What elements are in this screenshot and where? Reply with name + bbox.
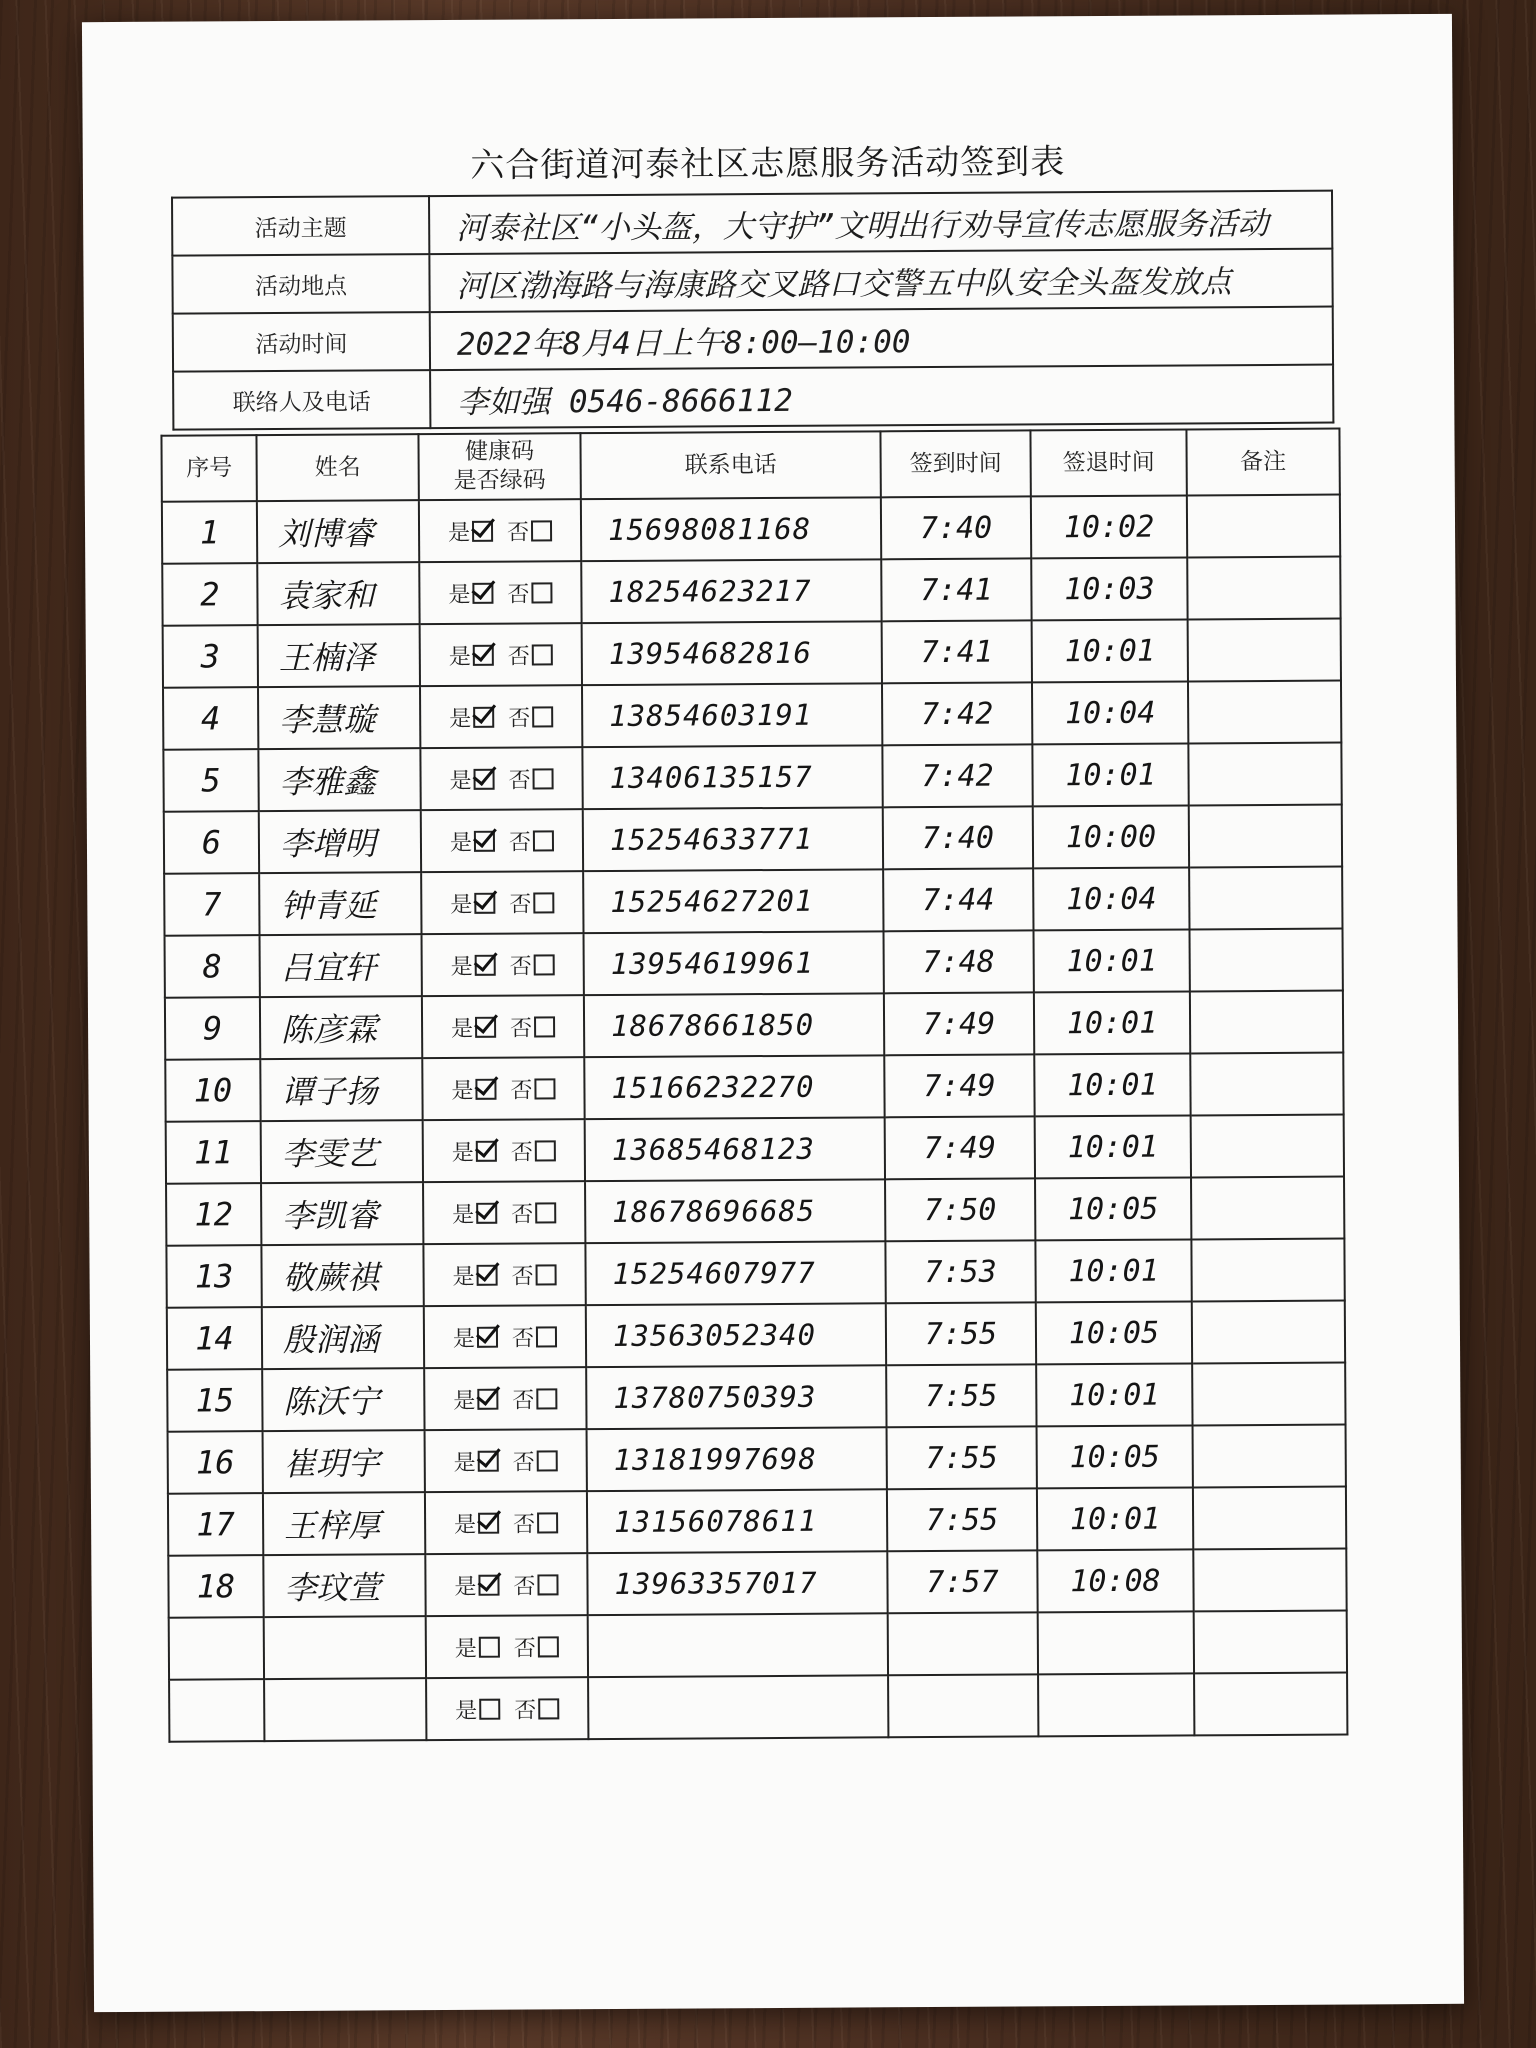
row-notes (1192, 1301, 1345, 1364)
row-phone: 13954619961 (584, 931, 884, 995)
row-index: 7 (164, 873, 259, 936)
row-health-code (425, 1491, 587, 1554)
row-checkout (1038, 1673, 1194, 1736)
no-label: 否 (509, 891, 532, 918)
row-phone: 15698081168 (581, 497, 881, 561)
no-label: 否 (508, 829, 532, 856)
row-checkout: 10:01 (1034, 1053, 1190, 1116)
row-health-code (422, 995, 584, 1058)
row-index: 10 (165, 1059, 260, 1122)
yes-label: 是 (450, 954, 473, 980)
row-phone: 18678661850 (584, 993, 884, 1057)
row-notes (1190, 991, 1343, 1054)
row-health-code (423, 1181, 585, 1244)
yes-checkbox[interactable] (478, 1450, 499, 1471)
header-notes: 备注 (1186, 429, 1339, 496)
table-row (162, 557, 1340, 626)
no-checkbox[interactable] (538, 1698, 559, 1719)
roster-body (162, 495, 1348, 1742)
row-checkout: 10:00 (1033, 805, 1189, 868)
row-index (169, 1617, 264, 1680)
yes-label: 是 (451, 1140, 474, 1166)
row-name: 李雅鑫 (258, 748, 420, 811)
row-name: 陈彦霖 (260, 996, 422, 1059)
no-label: 否 (512, 1449, 535, 1476)
no-label: 否 (507, 643, 530, 670)
row-phone: 13406135157 (582, 745, 882, 809)
row-checkout: 10:01 (1037, 1487, 1193, 1550)
yes-label: 是 (451, 1078, 474, 1104)
yes-label: 是 (455, 1698, 478, 1724)
table-row (164, 805, 1342, 874)
table-row (167, 1301, 1345, 1370)
info-row-contact (173, 365, 1333, 430)
row-checkin: 7:44 (883, 868, 1033, 931)
row-checkin: 7:55 (887, 1488, 1037, 1551)
table-row (166, 1239, 1344, 1308)
yes-label: 是 (449, 706, 472, 732)
yes-checkbox[interactable] (476, 1202, 497, 1223)
row-index: 12 (166, 1183, 261, 1246)
yes-checkbox[interactable] (477, 1264, 498, 1285)
row-health-code (425, 1429, 587, 1492)
row-name: 刘博睿 (257, 500, 419, 563)
info-label: 活动地点 (172, 254, 429, 314)
no-checkbox[interactable] (534, 1078, 555, 1099)
yes-label: 是 (448, 644, 471, 670)
row-phone: 13685468123 (585, 1117, 885, 1181)
no-label: 否 (508, 705, 531, 732)
yes-checkbox[interactable] (479, 1636, 500, 1657)
row-phone: 13181997698 (587, 1427, 887, 1491)
yes-checkbox[interactable] (477, 1388, 498, 1409)
no-checkbox[interactable] (531, 520, 552, 541)
row-name: 李凯睿 (261, 1182, 423, 1245)
no-checkbox[interactable] (533, 892, 554, 913)
header-checkin: 签到时间 (880, 430, 1030, 497)
row-name: 吕宜轩 (260, 934, 422, 997)
row-checkin: 7:42 (882, 744, 1032, 807)
table-row (166, 1115, 1344, 1184)
no-checkbox[interactable] (533, 830, 554, 851)
row-checkout: 10:02 (1031, 495, 1187, 558)
yes-checkbox[interactable] (475, 1016, 496, 1037)
row-phone: 15254627201 (583, 869, 883, 933)
row-health-code (426, 1677, 588, 1740)
row-checkin: 7:49 (884, 992, 1034, 1055)
no-label: 否 (508, 767, 531, 794)
row-checkin: 7:48 (884, 930, 1034, 993)
row-index: 4 (163, 687, 258, 750)
info-row-time (173, 307, 1333, 372)
row-checkin: 7:41 (882, 620, 1032, 683)
no-checkbox[interactable] (535, 1202, 556, 1223)
row-checkout: 10:05 (1036, 1301, 1192, 1364)
table-row (168, 1549, 1346, 1618)
row-index: 2 (162, 563, 257, 626)
row-index: 18 (168, 1555, 263, 1618)
row-notes (1188, 681, 1341, 744)
header-phone: 联系电话 (580, 431, 880, 499)
row-health-code (420, 623, 582, 686)
row-notes (1191, 1177, 1344, 1240)
yes-label: 是 (454, 1512, 477, 1538)
yes-label: 是 (449, 768, 472, 794)
info-label: 联络人及电话 (173, 370, 430, 430)
row-index (169, 1679, 264, 1742)
table-row (162, 495, 1340, 564)
info-value-contact: 李如强 0546-8666112 (430, 365, 1333, 429)
yes-label: 是 (454, 1574, 477, 1600)
row-phone: 13780750393 (586, 1365, 886, 1429)
row-index: 16 (168, 1431, 263, 1494)
row-health-code (420, 747, 582, 810)
row-checkin: 7:55 (887, 1426, 1037, 1489)
row-notes (1191, 1115, 1344, 1178)
row-notes (1189, 805, 1342, 868)
row-name (264, 1678, 426, 1741)
header-health-line1: 健康码 (464, 438, 535, 466)
row-name: 崔玥宇 (263, 1430, 425, 1493)
row-checkin: 7:55 (886, 1364, 1036, 1427)
row-name: 李雯艺 (261, 1120, 423, 1183)
no-checkbox[interactable] (531, 582, 552, 603)
row-notes (1193, 1549, 1346, 1612)
yes-checkbox[interactable] (473, 768, 494, 789)
no-checkbox[interactable] (536, 1326, 557, 1347)
row-checkout (1038, 1611, 1194, 1674)
no-label: 否 (511, 1263, 534, 1290)
yes-checkbox[interactable] (475, 954, 496, 975)
row-name: 钟青延 (259, 872, 421, 935)
row-notes (1189, 929, 1342, 992)
row-health-code (419, 561, 581, 624)
row-checkout: 10:01 (1036, 1363, 1192, 1426)
row-index: 13 (166, 1245, 261, 1308)
row-checkin (888, 1674, 1038, 1737)
info-value-time: 2022年8月4日上午8:00—10:00 (430, 307, 1333, 371)
no-checkbox[interactable] (537, 1450, 558, 1471)
row-checkout: 10:01 (1034, 991, 1190, 1054)
yes-checkbox[interactable] (479, 1698, 500, 1719)
row-health-code (423, 1119, 585, 1182)
row-health-code (424, 1367, 586, 1430)
row-checkin: 7:42 (882, 682, 1032, 745)
row-phone: 18678696685 (585, 1179, 885, 1243)
yes-checkbox[interactable] (473, 644, 494, 665)
no-checkbox[interactable] (538, 1636, 559, 1657)
row-phone: 13854603191 (582, 683, 882, 747)
row-name: 李增明 (259, 810, 421, 873)
row-index: 6 (164, 811, 259, 874)
table-row (169, 1611, 1347, 1680)
row-checkout: 10:01 (1032, 743, 1188, 806)
activity-info-table (171, 190, 1334, 431)
row-checkin: 7:50 (885, 1178, 1035, 1241)
row-health-code (425, 1553, 587, 1616)
row-checkout: 10:08 (1037, 1549, 1193, 1612)
row-checkout: 10:04 (1033, 867, 1189, 930)
no-checkbox[interactable] (537, 1512, 558, 1533)
yes-checkbox[interactable] (472, 582, 493, 603)
table-row (168, 1487, 1346, 1556)
row-name: 袁家和 (257, 562, 419, 625)
info-row-location (172, 249, 1332, 314)
no-checkbox[interactable] (536, 1264, 557, 1285)
no-label: 否 (507, 581, 530, 608)
table-row (168, 1425, 1346, 1494)
row-index: 5 (163, 749, 258, 812)
table-row (167, 1363, 1345, 1432)
row-notes (1193, 1487, 1346, 1550)
row-health-code (422, 1057, 584, 1120)
row-name: 李玟萱 (263, 1554, 425, 1617)
row-phone: 18254623217 (581, 559, 881, 623)
row-checkout: 10:01 (1032, 619, 1188, 682)
row-index: 14 (167, 1307, 262, 1370)
info-row-theme (172, 191, 1332, 256)
no-label: 否 (511, 1201, 534, 1228)
yes-label: 是 (454, 1636, 477, 1662)
header-health-line2: 是否绿码 (453, 467, 546, 494)
yes-label: 是 (452, 1202, 475, 1228)
no-label: 否 (513, 1511, 536, 1538)
row-checkin: 7:49 (885, 1116, 1035, 1179)
info-value-theme: 河泰社区“小头盔，大守护”文明出行劝导宣传志愿服务活动 (429, 191, 1332, 255)
info-value-location: 河区渤海路与海康路交叉路口交警五中队安全头盔发放点 (429, 249, 1332, 313)
row-index: 15 (167, 1369, 262, 1432)
yes-label: 是 (453, 1388, 476, 1414)
no-checkbox[interactable] (533, 768, 554, 789)
row-checkout: 10:05 (1035, 1177, 1191, 1240)
table-row (166, 1177, 1344, 1246)
no-checkbox[interactable] (536, 1388, 557, 1409)
yes-label: 是 (448, 582, 471, 608)
row-notes (1190, 1053, 1343, 1116)
row-health-code (420, 685, 582, 748)
header-name: 姓名 (256, 434, 418, 501)
row-notes (1188, 619, 1341, 682)
row-checkin: 7:49 (884, 1054, 1034, 1117)
table-row (163, 619, 1341, 688)
no-label: 否 (512, 1387, 535, 1414)
row-name: 王梓厚 (263, 1492, 425, 1555)
row-name (264, 1616, 426, 1679)
yes-checkbox[interactable] (478, 1574, 499, 1595)
no-checkbox[interactable] (537, 1574, 558, 1595)
row-checkout: 10:04 (1032, 681, 1188, 744)
info-label: 活动时间 (173, 312, 430, 372)
yes-checkbox[interactable] (474, 830, 495, 851)
roster-header-row (161, 429, 1339, 502)
yes-checkbox[interactable] (477, 1326, 498, 1347)
row-checkout: 10:01 (1035, 1115, 1191, 1178)
row-notes (1191, 1239, 1344, 1302)
row-index: 1 (162, 501, 257, 564)
row-checkout: 10:01 (1035, 1239, 1191, 1302)
sign-in-sheet (82, 14, 1464, 2012)
yes-checkbox[interactable] (476, 1140, 497, 1161)
row-name: 陈沃宁 (262, 1368, 424, 1431)
no-label: 否 (510, 1015, 533, 1042)
row-index: 3 (163, 625, 258, 688)
row-index: 8 (165, 935, 260, 998)
row-health-code (423, 1243, 585, 1306)
yes-checkbox[interactable] (478, 1512, 499, 1533)
table-row (165, 1053, 1343, 1122)
no-checkbox[interactable] (534, 1016, 555, 1037)
yes-label: 是 (450, 1016, 474, 1042)
no-label: 否 (510, 1139, 533, 1166)
row-health-code (421, 871, 583, 934)
yes-checkbox[interactable] (475, 1078, 496, 1099)
row-checkin: 7:53 (885, 1240, 1035, 1303)
sheet-title: 六合街道河泰社区志愿服务活动签到表 (470, 142, 1066, 186)
row-index: 17 (168, 1493, 263, 1556)
row-name: 敬蕨祺 (261, 1244, 423, 1307)
row-checkin: 7:55 (886, 1302, 1036, 1365)
row-name: 谭子扬 (260, 1058, 422, 1121)
row-health-code (421, 809, 583, 872)
row-health-code (426, 1615, 588, 1678)
table-row (164, 867, 1342, 936)
no-label: 否 (513, 1573, 536, 1600)
table-row (165, 929, 1343, 998)
yes-label: 是 (450, 892, 473, 918)
no-checkbox[interactable] (532, 706, 553, 727)
row-checkout: 10:05 (1037, 1425, 1193, 1488)
volunteer-roster-table (160, 428, 1348, 1743)
row-checkin (888, 1612, 1038, 1675)
row-notes (1187, 495, 1340, 558)
header-checkout: 签退时间 (1030, 429, 1186, 496)
no-checkbox[interactable] (532, 644, 553, 665)
row-checkin: 7:40 (883, 806, 1033, 869)
row-checkin: 7:40 (881, 496, 1031, 559)
row-notes (1192, 1363, 1345, 1426)
row-phone: 13954682816 (582, 621, 882, 685)
no-checkbox[interactable] (534, 954, 555, 975)
row-notes (1194, 1611, 1347, 1674)
table-row (169, 1673, 1347, 1742)
row-checkout: 10:03 (1031, 557, 1187, 620)
row-checkin: 7:57 (887, 1550, 1037, 1613)
header-index: 序号 (161, 435, 256, 502)
row-notes (1189, 867, 1342, 930)
yes-checkbox[interactable] (473, 706, 494, 727)
row-name: 王楠泽 (258, 624, 420, 687)
row-checkout: 10:01 (1034, 929, 1190, 992)
row-phone: 15166232270 (584, 1055, 884, 1119)
row-name: 李慧璇 (258, 686, 420, 749)
yes-label: 是 (449, 830, 473, 856)
row-notes (1193, 1425, 1346, 1488)
row-notes (1188, 743, 1341, 806)
yes-label: 是 (447, 520, 471, 546)
row-notes (1187, 557, 1340, 620)
row-name: 殷润涵 (262, 1306, 424, 1369)
info-label: 活动主题 (172, 196, 429, 256)
yes-label: 是 (453, 1450, 476, 1476)
yes-label: 是 (452, 1264, 475, 1290)
row-phone: 13563052340 (586, 1303, 886, 1367)
row-health-code (419, 499, 581, 562)
yes-label: 是 (452, 1326, 476, 1352)
row-phone: 15254607977 (585, 1241, 885, 1305)
no-label: 否 (506, 519, 530, 546)
table-row (163, 681, 1341, 750)
row-health-code (422, 933, 584, 996)
row-phone (588, 1613, 888, 1677)
table-row (163, 743, 1341, 812)
row-index: 11 (166, 1121, 261, 1184)
row-index: 9 (165, 997, 260, 1060)
row-notes (1194, 1673, 1347, 1736)
yes-checkbox[interactable] (474, 892, 495, 913)
row-phone: 13963357017 (587, 1551, 887, 1615)
row-checkin: 7:41 (881, 558, 1031, 621)
row-health-code (424, 1305, 586, 1368)
row-phone (588, 1675, 888, 1739)
row-phone: 13156078611 (587, 1489, 887, 1553)
row-phone: 15254633771 (583, 807, 883, 871)
no-label: 否 (510, 1077, 533, 1104)
no-label: 否 (511, 1325, 535, 1352)
header-health-code (418, 433, 580, 500)
yes-checkbox[interactable] (472, 520, 493, 541)
no-checkbox[interactable] (535, 1140, 556, 1161)
table-row (165, 991, 1343, 1060)
no-label: 否 (514, 1697, 537, 1724)
no-label: 否 (513, 1635, 536, 1662)
no-label: 否 (509, 953, 532, 980)
